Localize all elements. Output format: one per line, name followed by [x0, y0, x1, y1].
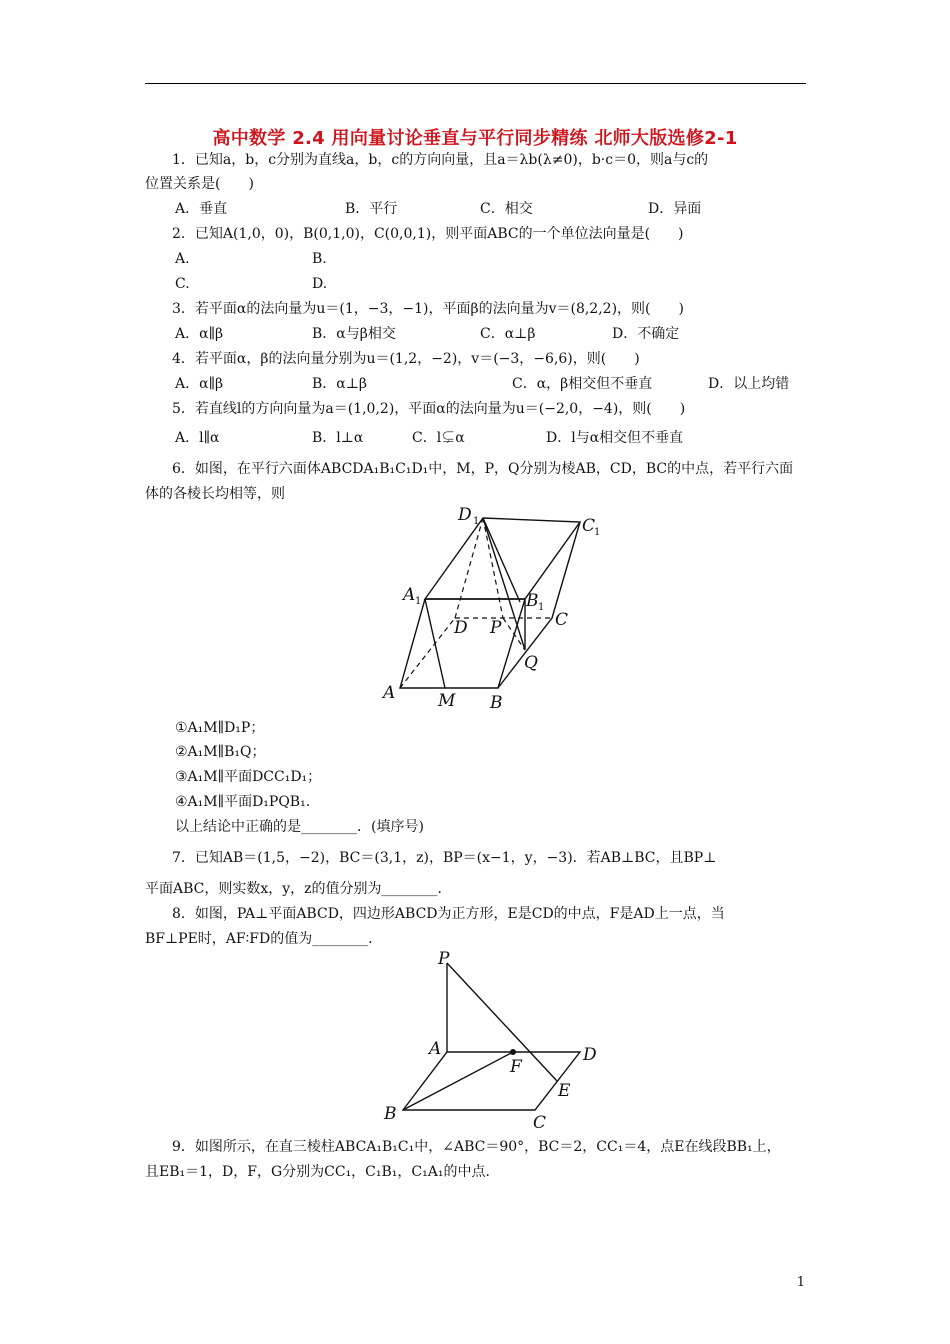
q1-option-c: C．相交	[480, 201, 533, 217]
label-d1-sub: 1	[473, 516, 480, 527]
q4-option-d: D．以上均错	[708, 376, 790, 392]
label-a1-sub: 1	[415, 596, 422, 607]
p-q-hidden-segment	[503, 618, 525, 650]
q8-line2: BF⊥PE时，AF∶FD的值为________．	[145, 931, 383, 947]
pyramid-figure	[375, 948, 615, 1133]
q6-statement-3: ③A₁M∥平面DCC₁D₁；	[175, 769, 322, 785]
d-d1-hidden-edge	[455, 518, 483, 618]
label-c: C	[533, 1113, 547, 1133]
d1-p-hidden-segment	[483, 518, 503, 618]
base-square	[403, 1052, 580, 1110]
q4-line1: 4．若平面α，β的法向量分别为u＝(1,2，−2)，v＝(−3，−6,6)，则( )	[172, 351, 640, 367]
q5-line1: 5．若直线l的方向向量为a＝(1,0,2)，平面α的法向量为u＝(−2,0，−4)，则( )	[172, 401, 686, 417]
q1-option-b: B．平行	[345, 201, 398, 217]
label-b: B	[384, 1104, 397, 1124]
q3-option-c: C．α⊥β	[480, 326, 536, 342]
q3-option-b: B．α与β相交	[312, 326, 396, 342]
label-d: D	[454, 618, 468, 638]
label-m: M	[438, 691, 456, 711]
label-e: E	[558, 1081, 571, 1101]
label-a1: A	[403, 585, 416, 605]
q4-option-a: A．α∥β	[175, 376, 224, 392]
q7-line1: 7．已知AB＝(1,5，−2)，BC＝(3,1，z)，BP＝(x−1，y，−3)．若AB⊥BC，且BP⊥	[172, 850, 717, 866]
q2-option-a: A.	[175, 251, 190, 267]
pe-segment	[447, 963, 557, 1081]
top-face	[425, 518, 580, 599]
q2-option-c: C.	[175, 276, 190, 292]
q6-statement-2: ②A₁M∥B₁Q；	[175, 744, 266, 760]
label-d: D	[583, 1045, 597, 1065]
q9-line1: 9．如图所示，在直三棱柱ABCA₁B₁C₁中，∠ABC＝90°，BC＝2，CC₁＝4，点E在线段BB₁上，	[172, 1139, 781, 1155]
label-a: A	[429, 1039, 442, 1059]
q1-option-d: D．异面	[648, 201, 702, 217]
label-a: A	[383, 683, 396, 703]
q3-option-a: A．α∥β	[175, 326, 224, 342]
label-c1: C	[582, 516, 596, 536]
label-d1: D	[458, 505, 472, 525]
label-b1-sub: 1	[538, 602, 545, 613]
label-f: F	[510, 1057, 522, 1077]
bf-segment	[403, 1052, 513, 1110]
q2-line1: 2．已知A(1,0，0)，B(0,1,0)，C(0,0,1)，则平面ABC的一个单位法向量是( )	[172, 226, 684, 242]
q5-option-d: D．l与α相交但不垂直	[546, 430, 684, 446]
q8-line1: 8．如图，PA⊥平面ABCD，四边形ABCD为正方形，E是CD的中点，F是AD上一点，当	[172, 906, 725, 922]
label-p: P	[490, 618, 502, 638]
q6-statement-4: ④A₁M∥平面D₁PQB₁.	[175, 794, 311, 810]
header-rule	[145, 83, 806, 84]
q5-option-c: C．l⊊α	[412, 430, 465, 446]
document-title: 高中数学 2.4 用向量讨论垂直与平行同步精练 北师大版选修2-1	[212, 128, 738, 149]
label-b: B	[490, 693, 503, 713]
parallelepiped-figure	[375, 500, 615, 715]
label-p: P	[438, 949, 450, 969]
q6-line1: 6．如图，在平行六面体ABCDA₁B₁C₁D₁中，M，P，Q分别为棱AB，CD，BC的中点，若平行六面	[172, 461, 794, 477]
q7-line2: 平面ABC，则实数x，y，z的值分别为________．	[145, 881, 452, 897]
q6-line2: 体的各棱长均相等，则	[145, 486, 285, 502]
d1-b1-edge	[483, 518, 520, 602]
label-c1-sub: 1	[594, 527, 601, 538]
q3-option-d: D．不确定	[612, 326, 680, 342]
q4-option-b: B．α⊥β	[312, 376, 368, 392]
front-face	[400, 599, 525, 688]
a-d-hidden-edge	[400, 618, 455, 688]
q2-option-d: D.	[312, 276, 328, 292]
label-c: C	[555, 610, 569, 630]
q5-option-a: A．l∥α	[175, 430, 220, 446]
q1-option-a: A．垂直	[175, 201, 228, 217]
q6-statement-1: ①A₁M∥D₁P；	[175, 720, 265, 736]
q4-option-c: C．α，β相交但不垂直	[512, 376, 653, 392]
q9-line2: 且EB₁＝1，D，F，G分别为CC₁，C₁B₁，C₁A₁的中点．	[145, 1164, 500, 1180]
q2-option-b: B.	[312, 251, 327, 267]
label-b1: B	[526, 591, 539, 611]
q1-line2: 位置关系是( )	[145, 176, 254, 192]
q1-line1: 1．已知a，b，c分别为直线a，b，c的方向向量，且a＝λb(λ≠0)，b·c＝0，则a与c的	[172, 152, 709, 168]
q5-option-b: B．l⊥α	[312, 430, 364, 446]
point-f-dot	[510, 1049, 516, 1055]
label-q: Q	[524, 653, 538, 673]
page-number: 1	[796, 1275, 805, 1290]
q3-line1: 3．若平面α的法向量为u＝(1，−3，−1)，平面β的法向量为v＝(8,2,2)，则( )	[172, 301, 684, 317]
q6-answer-line: 以上结论中正确的是________．(填序号)	[175, 819, 424, 835]
